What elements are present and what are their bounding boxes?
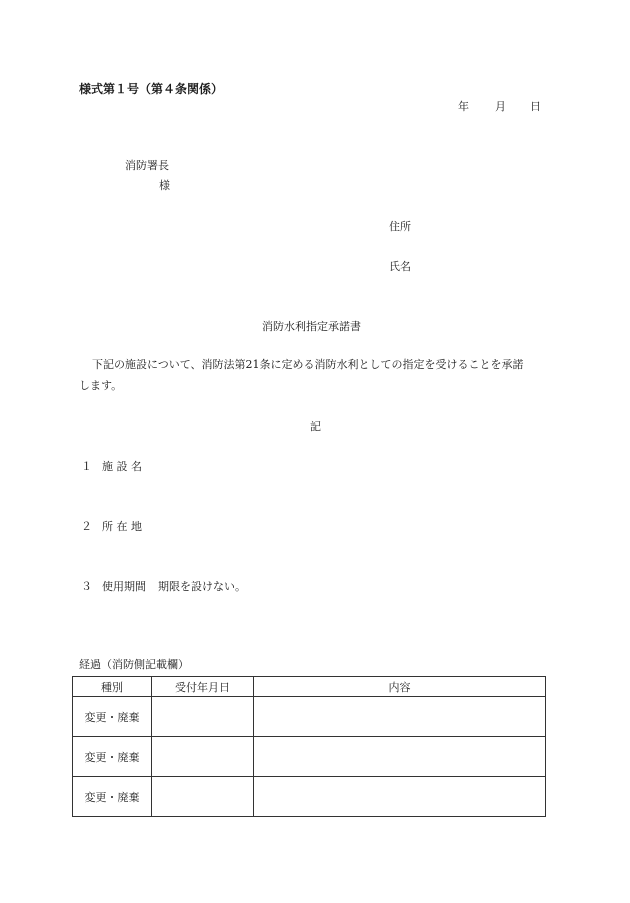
type-cell: 変更・廃棄 xyxy=(73,697,152,737)
body-line-1: 下記の施設について、消防法第21条に定める消防水利としての指定を受けることを承諾 xyxy=(92,358,524,371)
date-cell[interactable] xyxy=(152,737,254,777)
addressee-title: 消防署長 xyxy=(125,159,169,172)
column-header-date: 受付年月日 xyxy=(152,677,254,697)
date-day: 日 xyxy=(530,100,541,113)
table-row xyxy=(73,777,546,817)
item-number-2: ２ xyxy=(81,520,92,533)
table-row xyxy=(73,697,546,737)
document-title: 消防水利指定承諾書 xyxy=(262,320,361,333)
date-year: 年 xyxy=(458,100,469,113)
item-label-location: 所 在 地 xyxy=(102,520,142,533)
date-month: 月 xyxy=(495,100,506,113)
column-header-content: 内容 xyxy=(254,677,546,697)
item-value-usage-period: 期限を設けない。 xyxy=(158,580,246,593)
content-cell[interactable] xyxy=(254,777,546,817)
log-table xyxy=(72,676,546,817)
item-number-1: １ xyxy=(81,460,92,473)
log-heading: 経過（消防側記載欄） xyxy=(79,658,189,671)
table-row xyxy=(73,737,546,777)
name-label: 氏名 xyxy=(389,260,411,273)
log-header-row xyxy=(73,677,546,697)
address-label: 住所 xyxy=(389,220,411,233)
date-cell[interactable] xyxy=(152,697,254,737)
item-label-usage-period: 使用期間 xyxy=(102,580,146,593)
ki-heading: 記 xyxy=(310,420,321,433)
body-line-2: します。 xyxy=(79,379,123,392)
item-number-3: ３ xyxy=(81,580,92,593)
type-cell: 変更・廃棄 xyxy=(73,777,152,817)
column-header-type: 種別 xyxy=(73,677,152,697)
content-cell[interactable] xyxy=(254,737,546,777)
item-label-facility-name: 施 設 名 xyxy=(102,460,142,473)
form-number: 様式第１号（第４条関係） xyxy=(79,82,224,96)
date-cell[interactable] xyxy=(152,777,254,817)
type-cell: 変更・廃棄 xyxy=(73,737,152,777)
content-cell[interactable] xyxy=(254,697,546,737)
addressee-honorific: 様 xyxy=(159,179,170,192)
